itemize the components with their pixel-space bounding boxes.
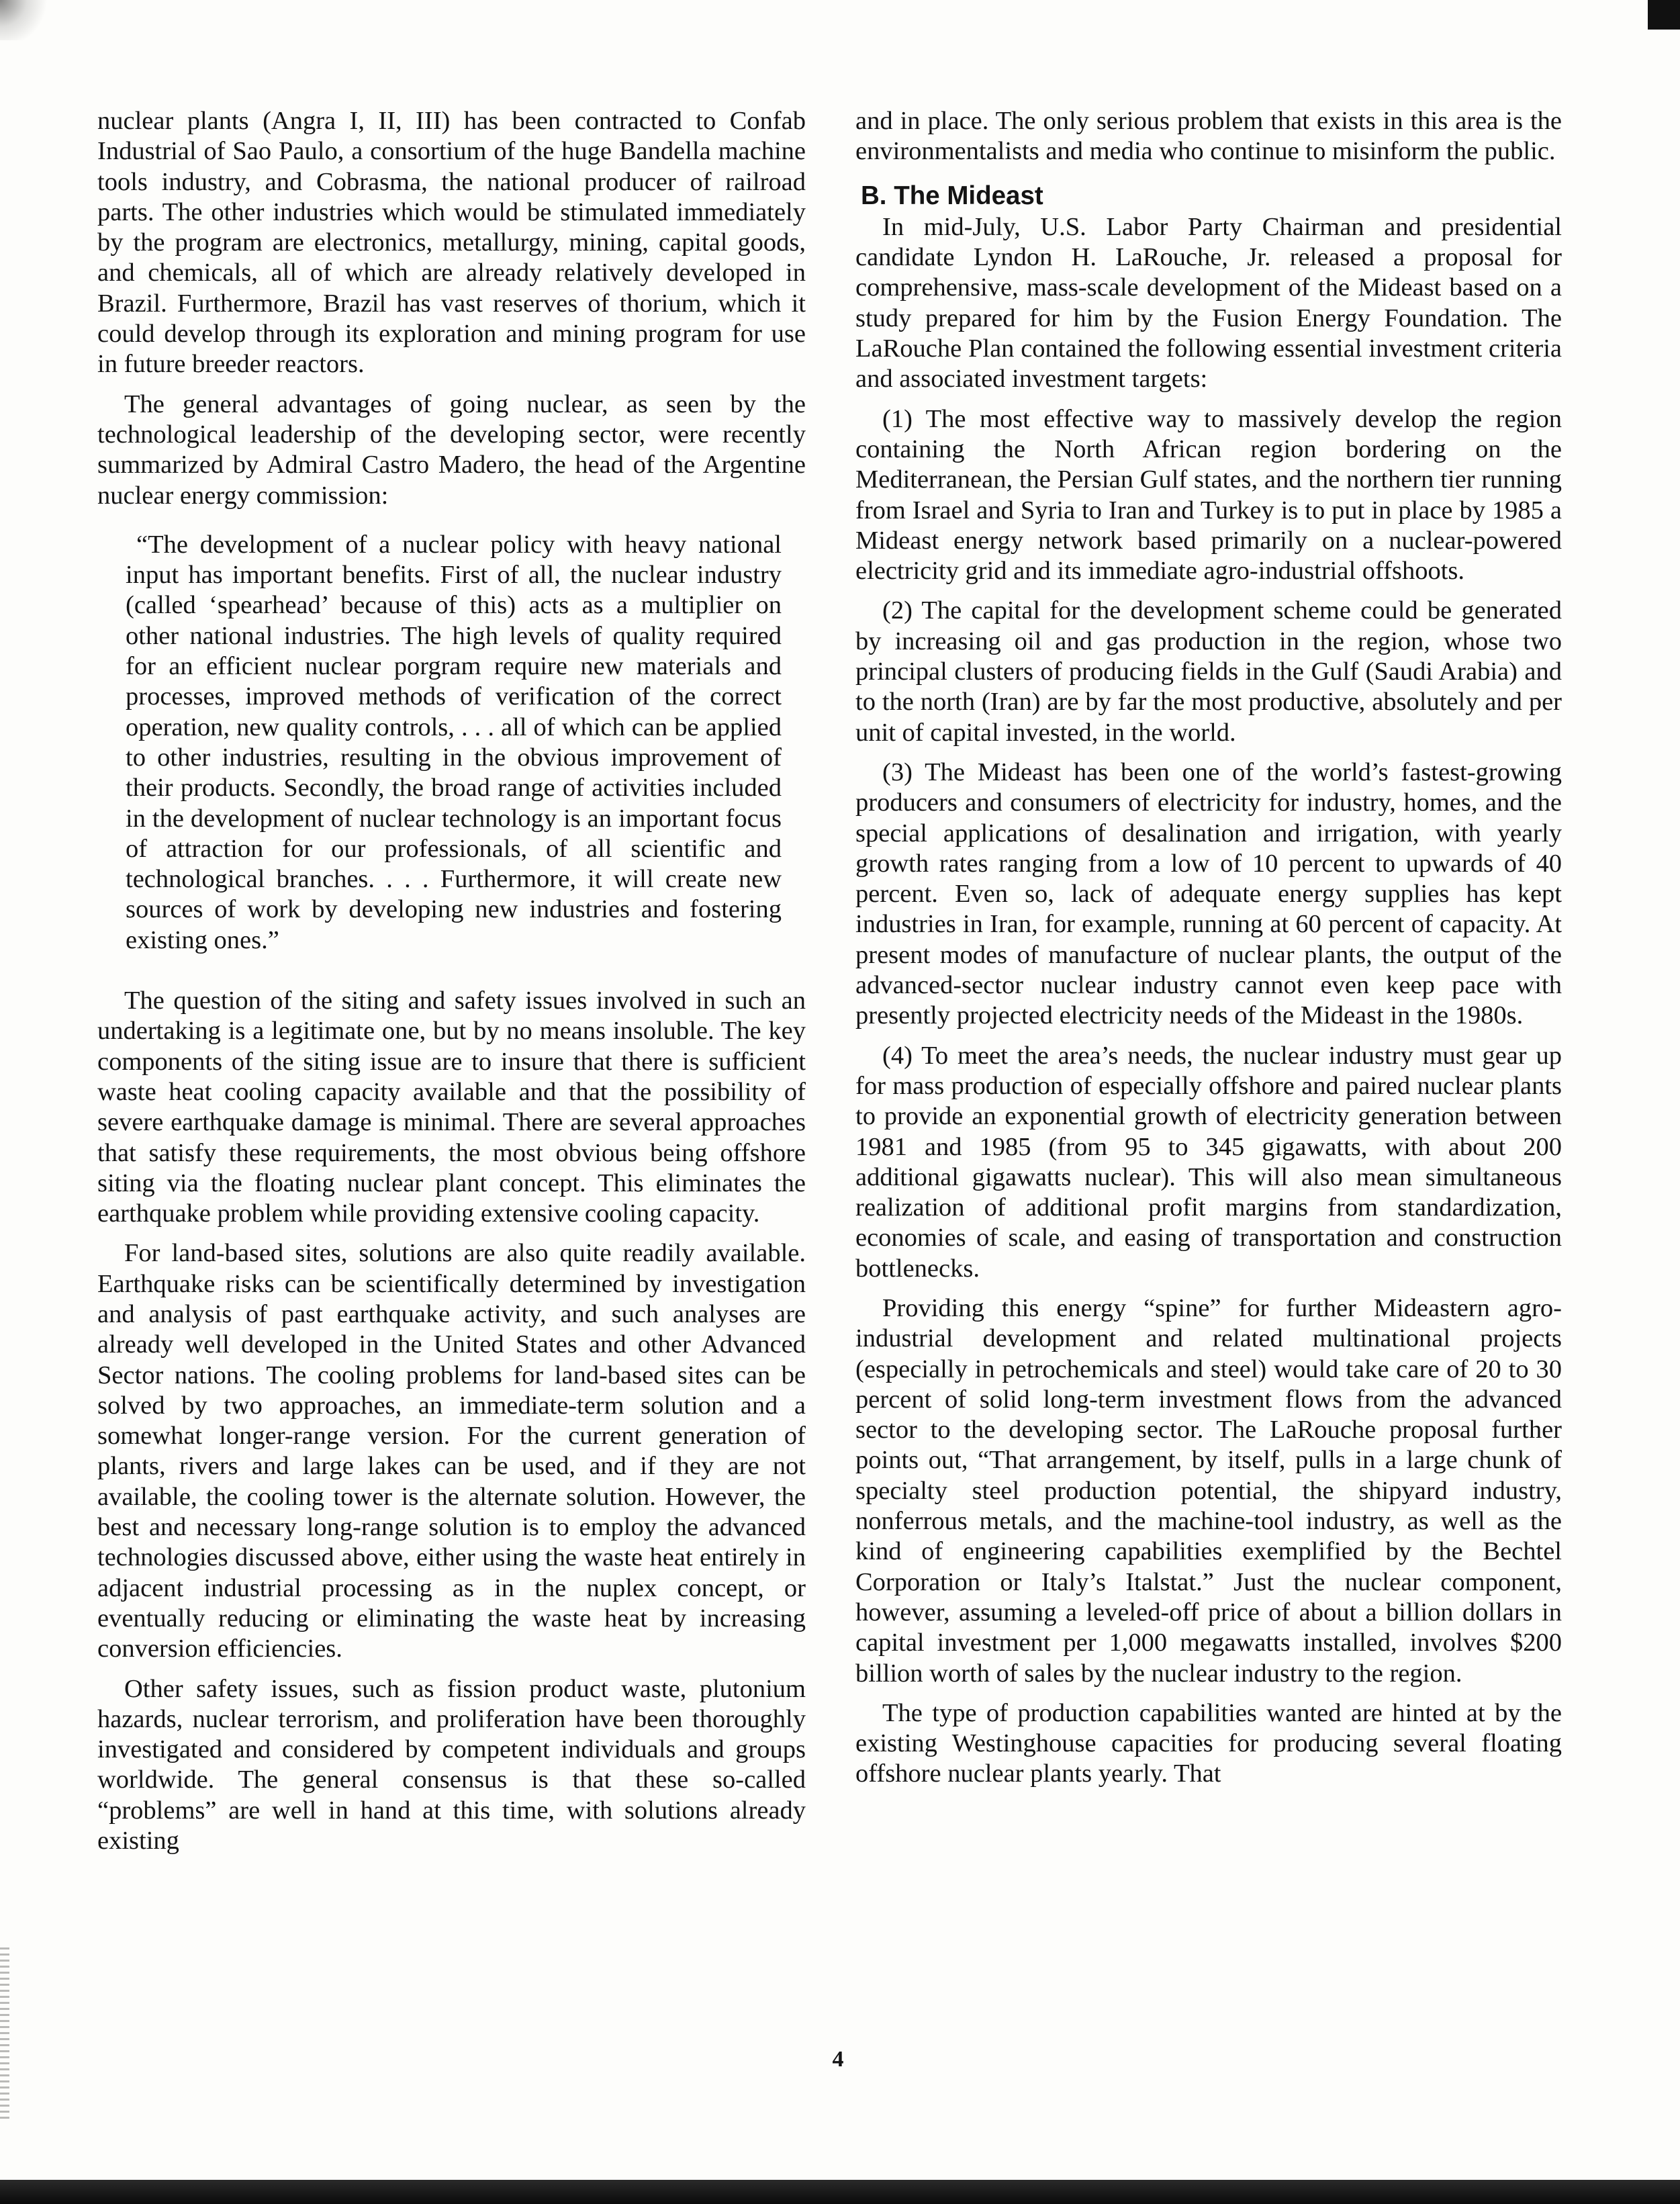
right-column	[855, 106, 1562, 1799]
paragraph: Other safety issues, such as fission product waste, plutonium hazards, nuclear terrorism, and proliferation have been thoroughly investigated and considered by competent individuals and groups worldwide. The general consensus is that these so-called “problems” are well in hand at this time, with solutions already existing	[97, 1674, 806, 1855]
paragraph: (2) The capital for the development scheme could be generated by increasing oil and gas production in the region, whose two principal clusters of producing fields in the Gulf (Saudi Arabia) and to the north (Iran) are by far the most productive, absolutely and per unit of capital invested, in the world.	[855, 596, 1562, 747]
paragraph: Providing this energy “spine” for further Mideastern agro-industrial development and related multinational projects (especially in petrochemicals and steel) would take care of 20 to 30 percent of solid long-term investment flows from the advanced sector to the developing sector. The LaRouche proposal further points out, “That arrangement, by itself, pulls in a large chunk of specialty steel production potential, the shipyard industry, nonferrous metals, and the machine-tool industry, as well as the kind of engineering capabilities exemplified by the Bechtel Corporation or Italy’s Italstat.” Just the nuclear component, however, assuming a leveled-off price of about a billion dollars in capital investment per 1,000 megawatts installed, involves $200 billion worth of sales by the nuclear industry to the region.	[855, 1293, 1562, 1688]
left-column	[97, 106, 806, 1866]
paragraph: The question of the siting and safety issues involved in such an undertaking is a legitimate one, but by no means insoluble. The key components of the siting issue are to insure that there is sufficient waste heat cooling capacity available and that the possibility of severe earthquake damage is minimal. There are several approaches that satisfy these requirements, the most obvious being offshore siting via the floating nuclear plant concept. This eliminates the earthquake problem while providing extensive cooling capacity.	[97, 986, 806, 1228]
scan-bottom-edge	[0, 2180, 1680, 2204]
scan-edge-mark	[1648, 0, 1680, 30]
section-heading: B. The Mideast	[861, 181, 1043, 210]
paragraph: (3) The Mideast has been one of the world’s fastest-growing producers and consumers of electricity for industry, homes, and the special applications of desalination and irrigation, with yearly growth rates ranging from a low of 10 percent to upwards of 40 percent. Even so, lack of adequate energy supplies has kept industries in Iran, for example, running at 60 percent of capacity. At present modes of manufacture of nuclear plants, the output of the advanced-sector nuclear industry cannot even keep pace with presently projected electricity needs of the Mideast in the 1980s.	[855, 757, 1562, 1030]
paragraph: The type of production capabilities wanted are hinted at by the existing Westinghouse capacities for producing several floating offshore nuclear plants yearly. That	[855, 1698, 1562, 1788]
scan-artifact	[0, 0, 47, 40]
paragraph: and in place. The only serious problem that exists in this area is the environmentalists and media who continue to misinform the public.	[855, 107, 1562, 166]
paragraph: For land-based sites, solutions are also quite readily available. Earthquake risks can be scientifically determined by investigation and analysis of past earthquake activity, and such analyses are already well developed in the United States and other Advanced Sector nations. The cooling problems for land-based sites can be solved by two approaches, an immediate-term solution and a somewhat longer-range version. For the current generation of plants, rivers and large lakes can be used, and if they are not available, the cooling tower is the alternate solution. However, the best and necessary long-range solution is to employ the advanced technologies discussed above, either using the waste heat entirely in adjacent industrial processing as in the nuplex concept, or eventually reducing or eliminating the waste heat by increasing conversion efficiencies.	[97, 1239, 806, 1663]
scan-artifact	[0, 1947, 9, 2122]
page-number: 4	[832, 2047, 844, 2072]
paragraph: The general advantages of going nuclear, as seen by the technological leadership of the developing sector, were recently summarized by Admiral Castro Madero, the head of the Argentine nuclear energy commission:	[97, 389, 806, 510]
paragraph: nuclear plants (Angra I, II, III) has been contracted to Confab Industrial of Sao Paulo, a consortium of the huge Bandella machine tools industry, and Cobrasma, the national producer of railroad parts. The other industries which would be stimulated immediately by the program are electronics, metallurgy, mining, capital goods, and chemicals, all of which are already relatively developed in Brazil. Furthermore, Brazil has vast reserves of thorium, which it could develop through its exploration and mining program for use in future breeder reactors.	[97, 107, 806, 379]
paragraph: In mid-July, U.S. Labor Party Chairman and presidential candidate Lyndon H. LaRouche, Jr. released a proposal for comprehensive, mass-scale development of the Mideast based on a study prepared for him by the Fusion Energy Foundation. The LaRouche Plan contained the following essential investment criteria and associated investment targets:	[855, 212, 1562, 394]
quote-text: “The development of a nuclear policy with heavy national input has important benefits. First of all, the nuclear industry (called ‘spearhead’ because of this) acts as a multiplier on other national industries. The high levels of quality required for an efficient nuclear porgram require new materials and processes, improved methods of verification of the correct operation, new quality controls, . . . all of which can be applied to other industries, resulting in the obvious improvement of their products. Secondly, the broad range of activities included in the development of nuclear technology is an important focus of attraction for our professionals, of all scientific and technological branches. . . . Furthermore, it will create new sources of work by developing new industries and fostering existing ones.”	[126, 530, 782, 954]
paragraph: (4) To meet the area’s needs, the nuclear industry must gear up for mass production of especially offshore and paired nuclear plants to provide an exponential growth of electricity generation between 1981 and 1985 (from 95 to 345 gigawatts, with about 200 additional gigawatts nuclear). This will also mean simultaneous realization of additional profit margins from standardization, economies of scale, and easing of transportation and construction bottlenecks.	[855, 1041, 1562, 1283]
paragraph: (1) The most effective way to massively develop the region containing the North African region bordering on the Mediterranean, the Persian Gulf states, and the northern tier running from Israel and Syria to Iran and Turkey is to put in place by 1985 a Mideast energy network based primarily on a nuclear-powered electricity grid and its immediate agro-industrial offshoots.	[855, 404, 1562, 586]
block-quote	[126, 530, 782, 956]
